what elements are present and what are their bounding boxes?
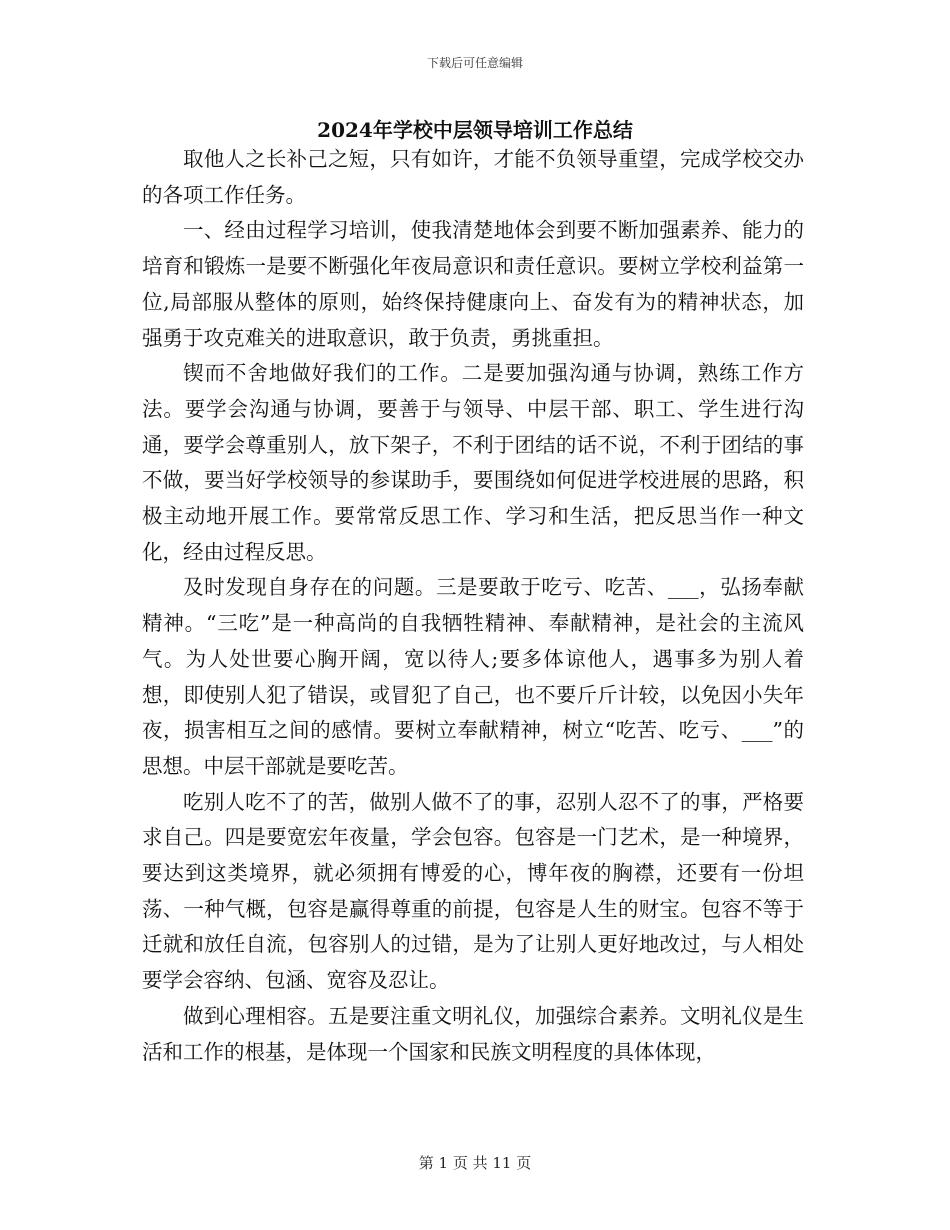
paragraph-1: 取他人之长补己之短，只有如许，才能不负领导重望，完成学校交办的各项工作任务。	[142, 147, 804, 207]
paragraph-6: 做到心理相容。五是要注重文明礼仪，加强综合素养。文明礼仪是生活和工作的根基，是体现一个国家和民族文明程度的具体体现，	[142, 1003, 804, 1064]
paragraph-2: 一、经由过程学习培训，使我清楚地体会到要不断加强素养、能力的培育和锻炼一是要不断强化年夜局意识和责任意识。要树立学校利益第一位,局部服从整体的原则，始终保持健康向上、奋发有为的精神状态，加强勇于攻克难关的进取意识，敢于负责，勇挑重担。	[142, 218, 804, 350]
header-note: 下载后可任意编辑	[426, 56, 523, 70]
document-body	[142, 142, 804, 1070]
paragraph-5: 吃别人吃不了的苦，做别人做不了的事，忍别人忍不了的事，严格要求自己。四是要宽宏年夜量，学会包容。包容是一门艺术，是一种境界，要达到这类境界，就必须拥有博爱的心，博年夜的胸襟，还要有一份坦荡、一种气概，包容是赢得尊重的前提，包容是人生的财宝。包容不等于迁就和放任自流，包容别人的过错，是为了让别人更好地改过，与人相处要学会容纳、包涵、宽容及忍让。	[142, 789, 804, 993]
page-number: 第 1 页 共 11 页	[418, 1154, 532, 1172]
document-title: 2024年学校中层领导培训工作总结	[317, 118, 633, 142]
paragraph-4: 及时发现自身存在的问题。三是要敢于吃亏、吃苦、___，弘扬奉献精神。“三吃”是一种高尚的自我牺牲精神、奉献精神，是社会的主流风气。为人处世要心胸开阔，宽以待人;要多体谅他人，遇事多为别人着想，即使别人犯了错误，或冒犯了自己，也不要斤斤计较，以免因小失年夜，损害相互之间的感情。要树立奉献精神，树立“吃苦、吃亏、___”的思想。中层干部就是要吃苦。	[142, 575, 804, 778]
paragraph-3: 锲而不舍地做好我们的工作。二是要加强沟通与协调，熟练工作方法。要学会沟通与协调，要善于与领导、中层干部、职工、学生进行沟通，要学会尊重别人，放下架子，不利于团结的话不说，不利于团结的事不做，要当好学校领导的参谋助手，要围绕如何促进学校进展的思路，积极主动地开展工作。要常常反思工作、学习和生活，把反思当作一种文化，经由过程反思。	[142, 361, 804, 564]
